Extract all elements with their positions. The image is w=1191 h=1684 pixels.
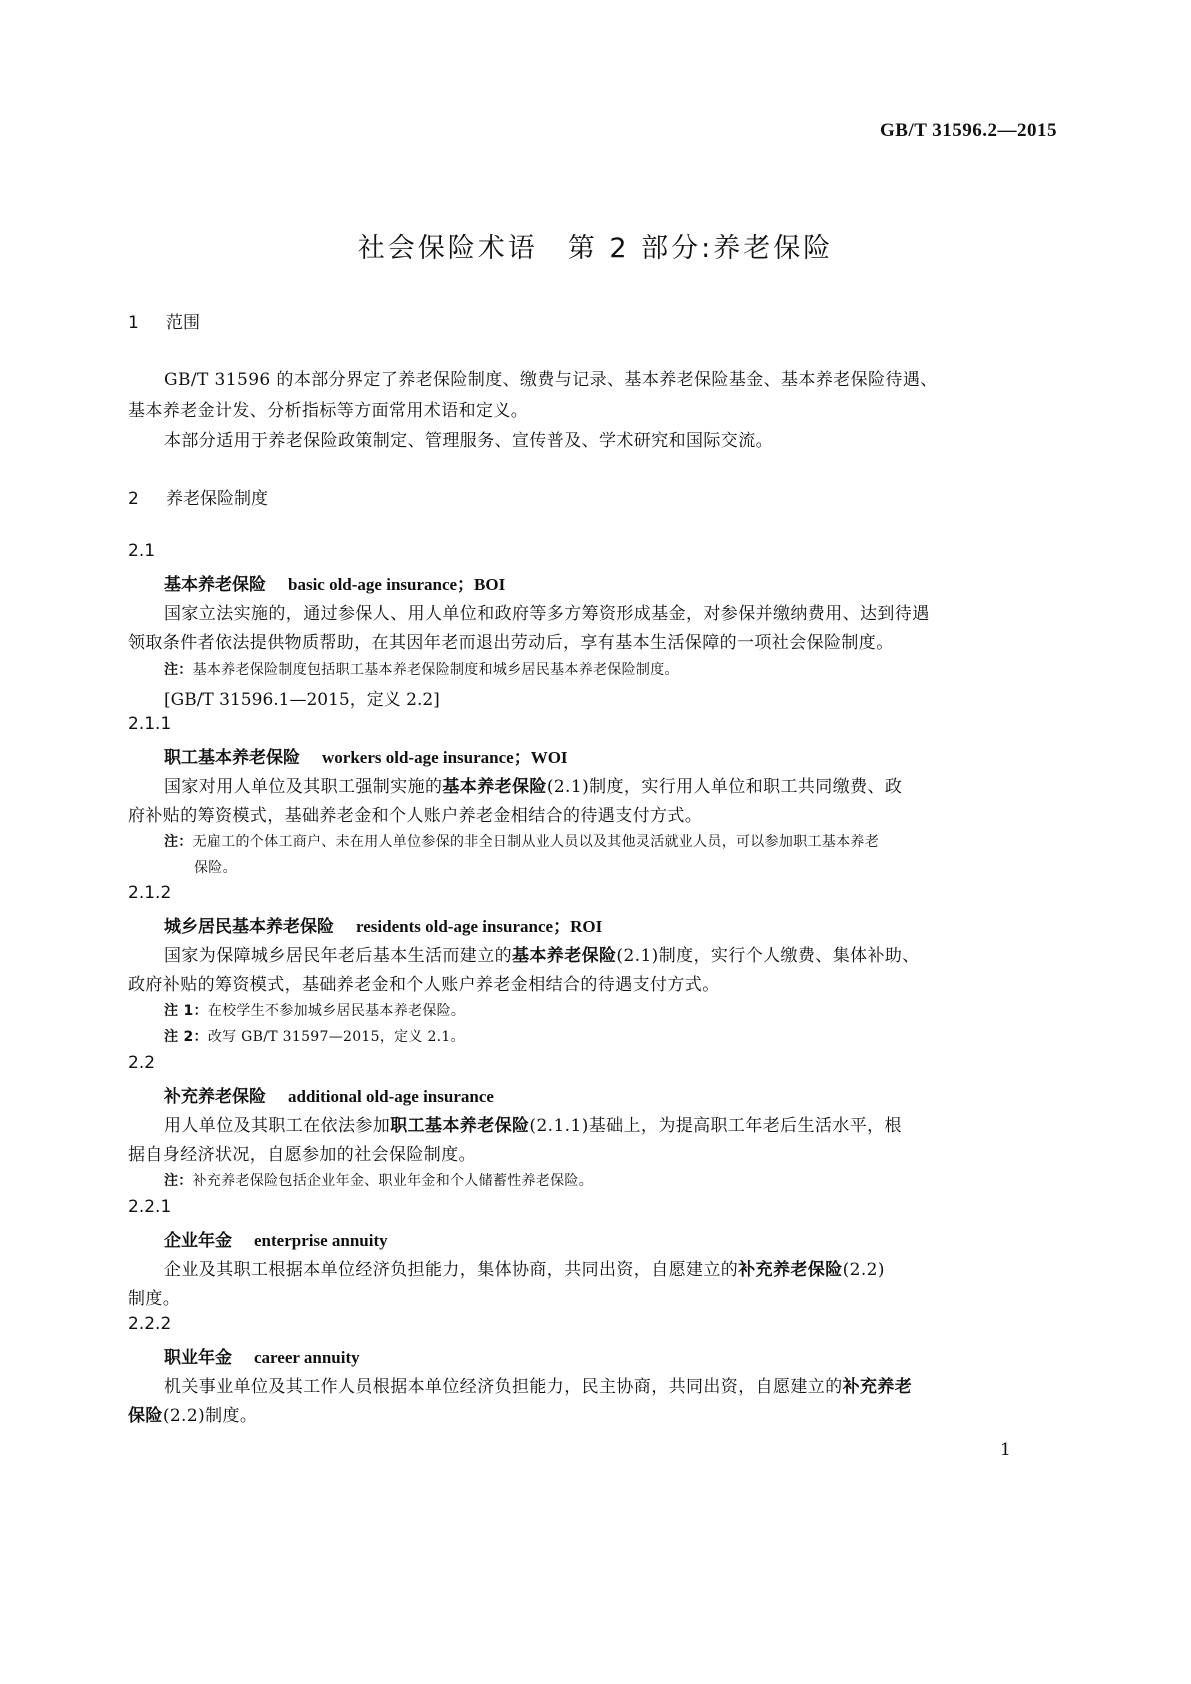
definition-text: (2.1)制度，实行个人缴费、集体补助、 — [616, 946, 920, 966]
page-number: 1 — [1000, 1440, 1011, 1460]
definition-line-2 — [128, 1401, 257, 1426]
section-number: 1 — [128, 313, 139, 333]
section-title: 养老保险制度 — [166, 489, 268, 509]
definition-line-2: 制度。 — [128, 1289, 181, 1309]
note-label: 注 2： — [164, 1029, 208, 1045]
definition-line-1 — [164, 772, 902, 797]
definition-line-1 — [164, 1372, 912, 1397]
term-cross-reference: 基本养老保险 — [512, 946, 617, 966]
term-cross-reference: 补充养老保险 — [738, 1260, 843, 1280]
scope-paragraph-line-1: GB/T 31596 的本部分界定了养老保险制度、缴费与记录、基本养老保险基金、基本养老保险待遇、 — [164, 370, 938, 390]
definition-line-2: 领取条件者依法提供物质帮助，在其因年老而退出劳动后，享有基本生活保障的一项社会保险制度。 — [128, 633, 894, 653]
definition-line-1 — [164, 1255, 885, 1280]
term-zh: 基本养老保险 — [164, 575, 266, 595]
note-text: 无雇工的个体工商户、未在用人单位参保的非全日制从业人员以及其他灵活就业人员，可以参加职工基本养老 — [192, 834, 880, 850]
term-note-continuation: 保险。 — [194, 860, 237, 876]
term-heading — [164, 570, 505, 595]
term-heading — [164, 1082, 494, 1107]
page-title: 社会保险术语 第 2 部分:养老保险 — [357, 233, 834, 264]
note-text: 在校学生不参加城乡居民基本养老保险。 — [207, 1003, 466, 1019]
term-en: enterprise annuity — [254, 1231, 388, 1250]
note-text: 改写 GB/T 31597—2015，定义 2.1。 — [207, 1029, 465, 1045]
definition-line-1 — [164, 941, 920, 966]
section-heading-scope — [128, 308, 200, 333]
term-en: workers old-age insurance；WOI — [322, 748, 568, 767]
definition-text: 机关事业单位及其工作人员根据本单位经济负担能力，民主协商，共同出资，自愿建立的 — [164, 1377, 843, 1397]
term-en: residents old-age insurance；ROI — [356, 917, 603, 936]
term-number: 2.2.1 — [128, 1197, 172, 1217]
term-number: 2.2.2 — [128, 1314, 172, 1334]
term-note-2 — [164, 1026, 465, 1046]
definition-text: (2.1)制度，实行用人单位和职工共同缴费、政 — [546, 777, 903, 797]
term-cross-reference: 保险 — [128, 1406, 163, 1426]
definition-text: (2.2)制度。 — [162, 1406, 258, 1426]
term-note — [164, 1170, 593, 1190]
term-en: additional old-age insurance — [288, 1087, 494, 1106]
term-en: career annuity — [254, 1348, 360, 1367]
section-heading-system — [128, 484, 268, 509]
term-zh: 企业年金 — [164, 1231, 232, 1251]
note-label: 注 1： — [164, 1003, 208, 1019]
definition-text: 国家对用人单位及其职工强制实施的 — [164, 777, 443, 797]
term-number: 2.1.2 — [128, 883, 172, 903]
term-heading — [164, 1226, 388, 1251]
term-zh: 职工基本养老保险 — [164, 748, 300, 768]
term-zh: 职业年金 — [164, 1348, 232, 1368]
term-number: 2.1.1 — [128, 714, 172, 734]
term-zh: 补充养老保险 — [164, 1087, 266, 1107]
term-zh: 城乡居民基本养老保险 — [164, 917, 334, 937]
section-number: 2 — [128, 489, 139, 509]
scope-paragraph-2: 本部分适用于养老保险政策制定、管理服务、宣传普及、学术研究和国际交流。 — [164, 431, 773, 451]
term-en: basic old-age insurance；BOI — [288, 575, 506, 594]
term-source: [GB/T 31596.1—2015，定义 2.2] — [164, 690, 440, 710]
definition-line-1: 国家立法实施的，通过参保人、用人单位和政府等多方筹资形成基金，对参保并缴纳费用、达到待遇 — [164, 604, 930, 624]
term-note — [164, 831, 879, 851]
scope-paragraph-line-2: 基本养老金计发、分析指标等方面常用术语和定义。 — [128, 401, 529, 421]
definition-text: 国家为保障城乡居民年老后基本生活而建立的 — [164, 946, 512, 966]
definition-line-2: 据自身经济状况，自愿参加的社会保险制度。 — [128, 1145, 476, 1165]
note-label: 注： — [164, 834, 193, 850]
term-heading — [164, 1343, 360, 1368]
section-title: 范围 — [166, 313, 200, 333]
term-heading — [164, 912, 602, 937]
term-note-1 — [164, 1000, 465, 1020]
note-label: 注： — [164, 1173, 193, 1189]
definition-line-2: 政府补贴的筹资模式，基础养老金和个人账户养老金相结合的待遇支付方式。 — [128, 975, 720, 995]
term-note — [164, 659, 679, 679]
definition-text: (2.1.1)基础上，为提高职工年老后生活水平，根 — [529, 1116, 902, 1136]
term-number: 2.2 — [128, 1053, 156, 1073]
definition-text: 用人单位及其职工在依法参加 — [164, 1116, 391, 1136]
term-cross-reference: 职工基本养老保险 — [390, 1116, 530, 1136]
note-text: 补充养老保险包括企业年金、职业年金和个人储蓄性养老保险。 — [192, 1173, 594, 1189]
definition-text: (2.2) — [842, 1260, 885, 1280]
term-number: 2.1 — [128, 541, 156, 561]
definition-line-2: 府补贴的筹资模式，基础养老金和个人账户养老金相结合的待遇支付方式。 — [128, 806, 703, 826]
standard-number: GB/T 31596.2—2015 — [880, 120, 1058, 141]
definition-line-1 — [164, 1111, 902, 1136]
definition-text: 企业及其职工根据本单位经济负担能力，集体协商，共同出资，自愿建立的 — [164, 1260, 739, 1280]
term-heading — [164, 743, 568, 768]
term-cross-reference: 基本养老保险 — [442, 777, 547, 797]
term-cross-reference: 补充养老 — [842, 1377, 913, 1397]
note-text: 基本养老保险制度包括职工基本养老保险制度和城乡居民基本养老保险制度。 — [192, 662, 679, 678]
note-label: 注： — [164, 662, 193, 678]
